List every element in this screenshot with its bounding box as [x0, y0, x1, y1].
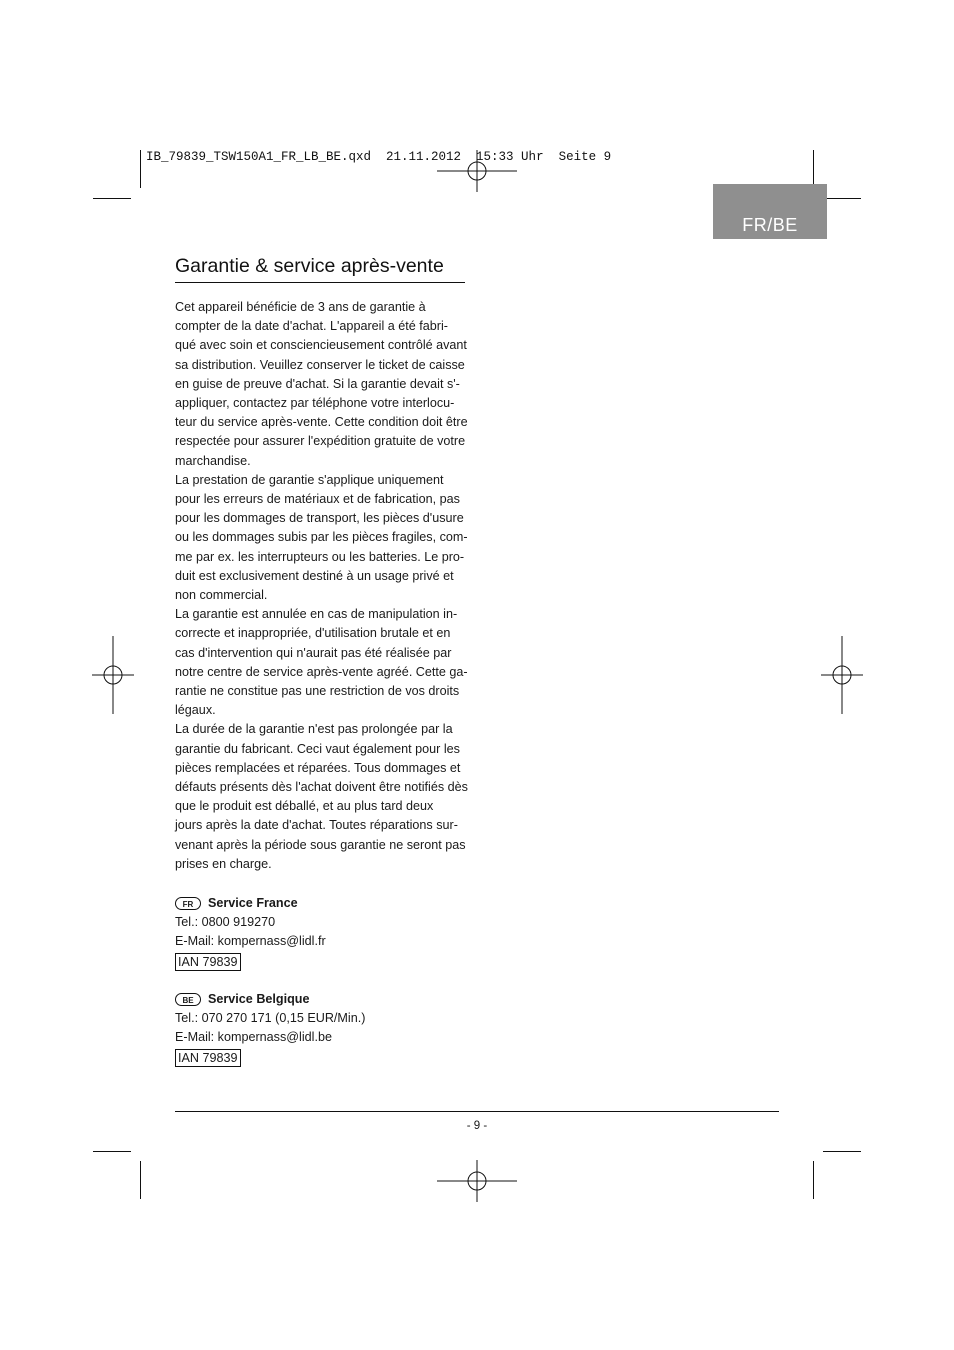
- registration-mark-bottom-icon: [437, 1160, 517, 1202]
- text-line: venant après la période sous garantie ne seront pas: [175, 837, 466, 852]
- page-number: - 9 -: [466, 1120, 488, 1132]
- service-france-block: [175, 894, 326, 972]
- text-line: duit est exclusivement destiné à un usage privé et: [175, 568, 454, 583]
- crop-mark-bl-h: [93, 1151, 131, 1152]
- text-line: pour les dommages de transport, les pièces d'usure: [175, 511, 464, 526]
- service-belgique-heading-row: [175, 990, 365, 1009]
- registration-mark-top-icon: [437, 150, 517, 192]
- service-france-heading-row: [175, 894, 326, 913]
- text-line: rantie ne constitue pas une restriction de vos droits: [175, 684, 460, 699]
- service-belgique-heading: Service Belgique: [208, 992, 310, 1006]
- registration-mark-right-icon: [821, 636, 863, 714]
- crop-mark-tl-h: [93, 198, 131, 199]
- text-line: pièces remplacées et réparées. Tous dommages et: [175, 760, 461, 775]
- belgium-badge-icon: BE: [175, 993, 201, 1006]
- text-line: légaux.: [175, 703, 216, 718]
- service-belgique-tel: Tel.: 070 270 171 (0,15 EUR/Min.): [175, 1011, 366, 1026]
- service-belgique-email: E-Mail: kompernass@lidl.be: [175, 1030, 332, 1045]
- text-line: notre centre de service après-vente agréé. Cette ga-: [175, 664, 468, 679]
- text-line: appliquer, contactez par téléphone votre interlocu-: [175, 396, 455, 411]
- text-line: compter de la date d'achat. L'appareil a été fabri-: [175, 319, 448, 334]
- service-belgique-ian: IAN 79839: [175, 1049, 241, 1067]
- text-line: ou les dommages subis par les pièces fragiles, com-: [175, 530, 468, 545]
- crop-mark-br-h: [823, 1151, 861, 1152]
- text-line: La durée de la garantie n'est pas prolongée par la: [175, 722, 453, 737]
- text-line: Cet appareil bénéficie de 3 ans de garantie à: [175, 300, 426, 314]
- text-line: garantie du fabricant. Ceci vaut également pour les: [175, 741, 460, 756]
- text-line: cas d'intervention qui n'aurait pas été réalisée par: [175, 645, 452, 660]
- text-line: que le produit est déballé, et au plus tard deux: [175, 799, 434, 814]
- service-france-email: E-Mail: kompernass@lidl.fr: [175, 934, 326, 949]
- france-badge-icon: FR: [175, 897, 201, 910]
- crop-mark-br-v: [813, 1161, 814, 1199]
- text-line: respectée pour assurer l'expédition gratuite de votre: [175, 434, 466, 449]
- text-line: correcte et inappropriée, d'utilisation brutale et en: [175, 626, 451, 641]
- text-line: défauts présents dès l'achat doivent être notifiés dès: [175, 780, 468, 795]
- crop-mark-bl-v: [140, 1161, 141, 1199]
- footer-divider: [175, 1111, 779, 1112]
- crop-mark-tl-v: [140, 150, 141, 188]
- print-slug: IB_79839_TSW150A1_FR_LB_BE.qxd 21.11.2012 15:33 Uhr Seite 9: [146, 150, 612, 164]
- service-france-tel: Tel.: 0800 919270: [175, 915, 276, 930]
- text-line: La prestation de garantie s'applique uniquement: [175, 472, 444, 487]
- language-tab: FR/BE: [713, 184, 827, 239]
- service-belgique-block: [175, 990, 365, 1068]
- text-line: en guise de preuve d'achat. Si la garantie devait s'-: [175, 376, 460, 391]
- text-line: pour les erreurs de matériaux et de fabrication, pas: [175, 492, 460, 507]
- crop-mark-tr-h: [823, 198, 861, 199]
- crop-mark-tr-v: [813, 150, 814, 188]
- text-line: sa distribution. Veuillez conserver le ticket de caisse: [175, 357, 465, 372]
- text-line: jours après la date d'achat. Toutes réparations sur-: [175, 818, 458, 833]
- text-line: prises en charge.: [175, 856, 272, 871]
- text-line: marchandise.: [175, 453, 251, 468]
- text-line: teur du service après-vente. Cette condition doit être: [175, 415, 468, 430]
- warranty-text: [175, 298, 475, 874]
- text-line: me par ex. les interrupteurs ou les batteries. Le pro-: [175, 549, 465, 564]
- registration-mark-left-icon: [92, 636, 134, 714]
- text-line: non commercial.: [175, 588, 268, 603]
- text-line: qué avec soin et consciencieusement contrôlé avant: [175, 338, 467, 353]
- service-france-heading: Service France: [208, 896, 298, 910]
- page-title: Garantie & service après-vente: [175, 255, 465, 283]
- service-france-ian: IAN 79839: [175, 953, 241, 971]
- text-line: La garantie est annulée en cas de manipulation in-: [175, 607, 458, 622]
